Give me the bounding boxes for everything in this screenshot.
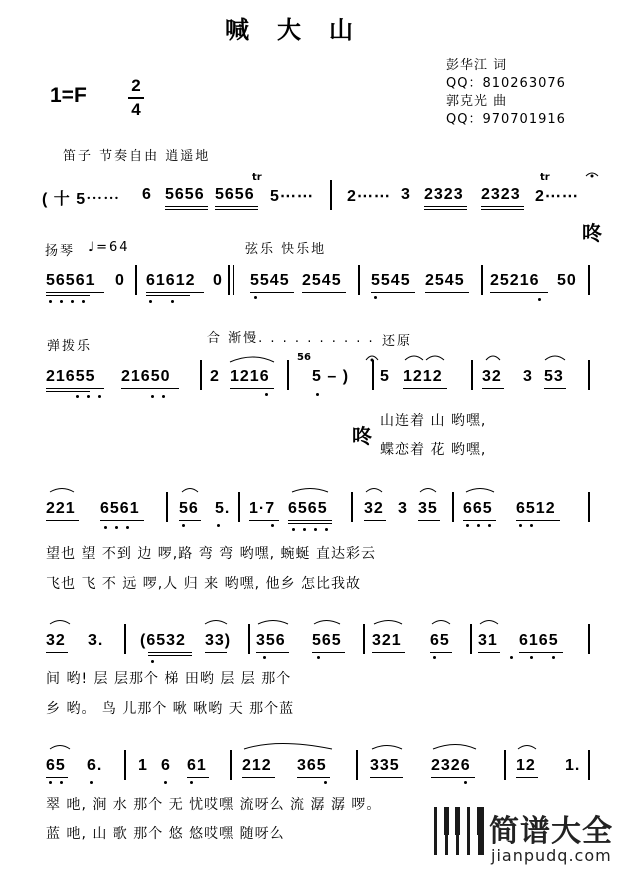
row4-note-k: 6512 (516, 500, 556, 517)
row4-note-f: 6565 (288, 500, 328, 517)
song-title: 喊大山 (225, 15, 381, 44)
shout-text-2: 咚 (352, 424, 372, 448)
row2-note-g: 5545 (371, 272, 411, 289)
row2-note-i: 25216 (490, 272, 540, 289)
row2-note-d: 0 (213, 272, 223, 289)
row1-note-d: 5656 (215, 186, 255, 203)
row3-note-g: 1212 (403, 368, 443, 385)
row3-note-f: 5 (380, 368, 390, 385)
row1-note-i: 2323 (481, 186, 521, 203)
row3-note-c: 2 (210, 368, 220, 385)
row6-note-a: 65 (46, 757, 66, 774)
row3-note-e: 5 – ) (312, 368, 350, 385)
row5-note-b: 3. (88, 632, 104, 649)
row3-note-a: 21655 (46, 368, 96, 385)
row2-note-a: 56561 (46, 272, 96, 289)
row6-note-h: 335 (370, 757, 400, 774)
key-signature: 1=F (50, 84, 87, 107)
lyrics-row6-verse1: 翠 吔, 涧 水 那个 无 忧哎嘿 流呀么 流 潺 潺 啰。 (46, 797, 382, 813)
row4-note-h: 3 (398, 500, 408, 517)
row1-note-e: 5⋯⋯ (270, 188, 314, 205)
row5-note-f: 565 (312, 632, 342, 649)
row2-note-e: 5545 (250, 272, 290, 289)
shout-text-1: 咚 (582, 221, 602, 245)
time-signature-bottom: 4 (131, 100, 141, 119)
pluck-direction: 弹拨乐 (47, 339, 93, 354)
row6-note-d: 6 (161, 757, 171, 774)
row3-note-i: 3 (523, 368, 533, 385)
row4-note-c: 56 (179, 500, 199, 517)
row6-note-b: 6. (87, 757, 103, 774)
row5-note-e: 356 (256, 632, 286, 649)
row4-note-i: 35 (418, 500, 438, 517)
piano-logo-icon (434, 807, 484, 855)
yangqin-direction: 扬琴 (45, 244, 76, 259)
watermark-name: 简谱大全 (489, 814, 613, 849)
row3-note-d: 1216 (230, 368, 270, 385)
row1-note-j: 2⋯⋯ (535, 188, 579, 205)
row2-note-j: 50 (557, 272, 577, 289)
tempo-marking: ♩=64 (88, 240, 130, 255)
row2-note-h: 2545 (425, 272, 465, 289)
row6-note-c: 1 (138, 757, 148, 774)
composer-qq: QQ：970701916 (446, 112, 566, 127)
lyrics-row3-verse1: 山连着 山 哟嘿, (380, 413, 487, 429)
row5-note-d: 33) (205, 632, 232, 649)
lyrics-row6-verse2: 蓝 吔, 山 歌 那个 悠 悠哎嘿 随呀么 (46, 826, 285, 842)
row5-note-c: (6532 (140, 632, 186, 649)
row6-note-i: 2326 (431, 757, 471, 774)
time-signature-top: 2 (131, 76, 141, 95)
row5-note-h: 65 (430, 632, 450, 649)
row5-note-i: 31 (478, 632, 498, 649)
row1-note-a: ( ⼗ 5⋯⋯ (42, 191, 121, 208)
row5-note-a: 32 (46, 632, 66, 649)
lyrics-row5-verse1: 间 哟! 层 层那个 梯 田哟 层 层 那个 (46, 671, 292, 687)
row4-note-a: 221 (46, 500, 76, 517)
row1-note-f: 2⋯⋯ (347, 188, 391, 205)
row3-note-h: 32 (482, 368, 502, 385)
row5-note-j: 6165 (519, 632, 559, 649)
lyricist-qq: QQ：810263076 (446, 76, 566, 91)
row4-note-b: 6561 (100, 500, 140, 517)
row6-note-k: 1. (565, 757, 581, 774)
strings-direction: 弦乐 快乐地 (245, 242, 327, 257)
lyrics-row3-verse2: 蝶恋着 花 哟嘿, (380, 442, 487, 458)
row2-note-b: 0 (115, 272, 125, 289)
row3-note-j: 53 (544, 368, 564, 385)
row1-note-g: 3 (401, 186, 411, 203)
row1-note-b: 6 (142, 186, 152, 203)
trill-mark-1: tr (252, 172, 262, 183)
row6-note-e: 61 (187, 757, 207, 774)
row5-note-g: 321 (372, 632, 402, 649)
together-direction: 合 渐慢. . . . . . . . . . (207, 331, 375, 346)
row2-note-c: 61612 (146, 272, 196, 289)
row3-note-b: 21650 (121, 368, 171, 385)
trill-mark-2: tr (540, 172, 550, 183)
lyrics-row4-verse2: 飞也 飞 不 远 啰,人 归 来 哟嘿, 他乡 怎比我故 (46, 576, 361, 592)
composer-credit: 郭克光 曲 (446, 94, 508, 109)
row3-sub-marker: 56 (297, 352, 311, 363)
row1-note-h: 2323 (424, 186, 464, 203)
row2-note-f: 2545 (302, 272, 342, 289)
row6-note-f: 212 (242, 757, 272, 774)
row6-note-g: 365 (297, 757, 327, 774)
row1-note-c: 5656 (165, 186, 205, 203)
row4-note-g: 32 (364, 500, 384, 517)
intro-direction: 笛子 节奏自由 逍遥地 (63, 149, 211, 164)
row4-note-j: 665 (463, 500, 493, 517)
lyrics-row5-verse2: 乡 哟。 鸟 儿那个 啾 啾哟 天 那个蓝 (46, 701, 295, 717)
lyricist-credit: 彭华江 词 (446, 58, 508, 73)
a-tempo-direction: 还原 (382, 334, 413, 349)
row4-note-e: 1·7 (249, 500, 276, 517)
watermark-url: jianpudq.com (491, 846, 612, 865)
row6-note-j: 12 (516, 757, 536, 774)
row4-note-d: 5. (215, 500, 231, 517)
lyrics-row4-verse1: 望也 望 不到 边 啰,路 弯 弯 哟嘿, 蜿蜒 直达彩云 (46, 546, 376, 562)
